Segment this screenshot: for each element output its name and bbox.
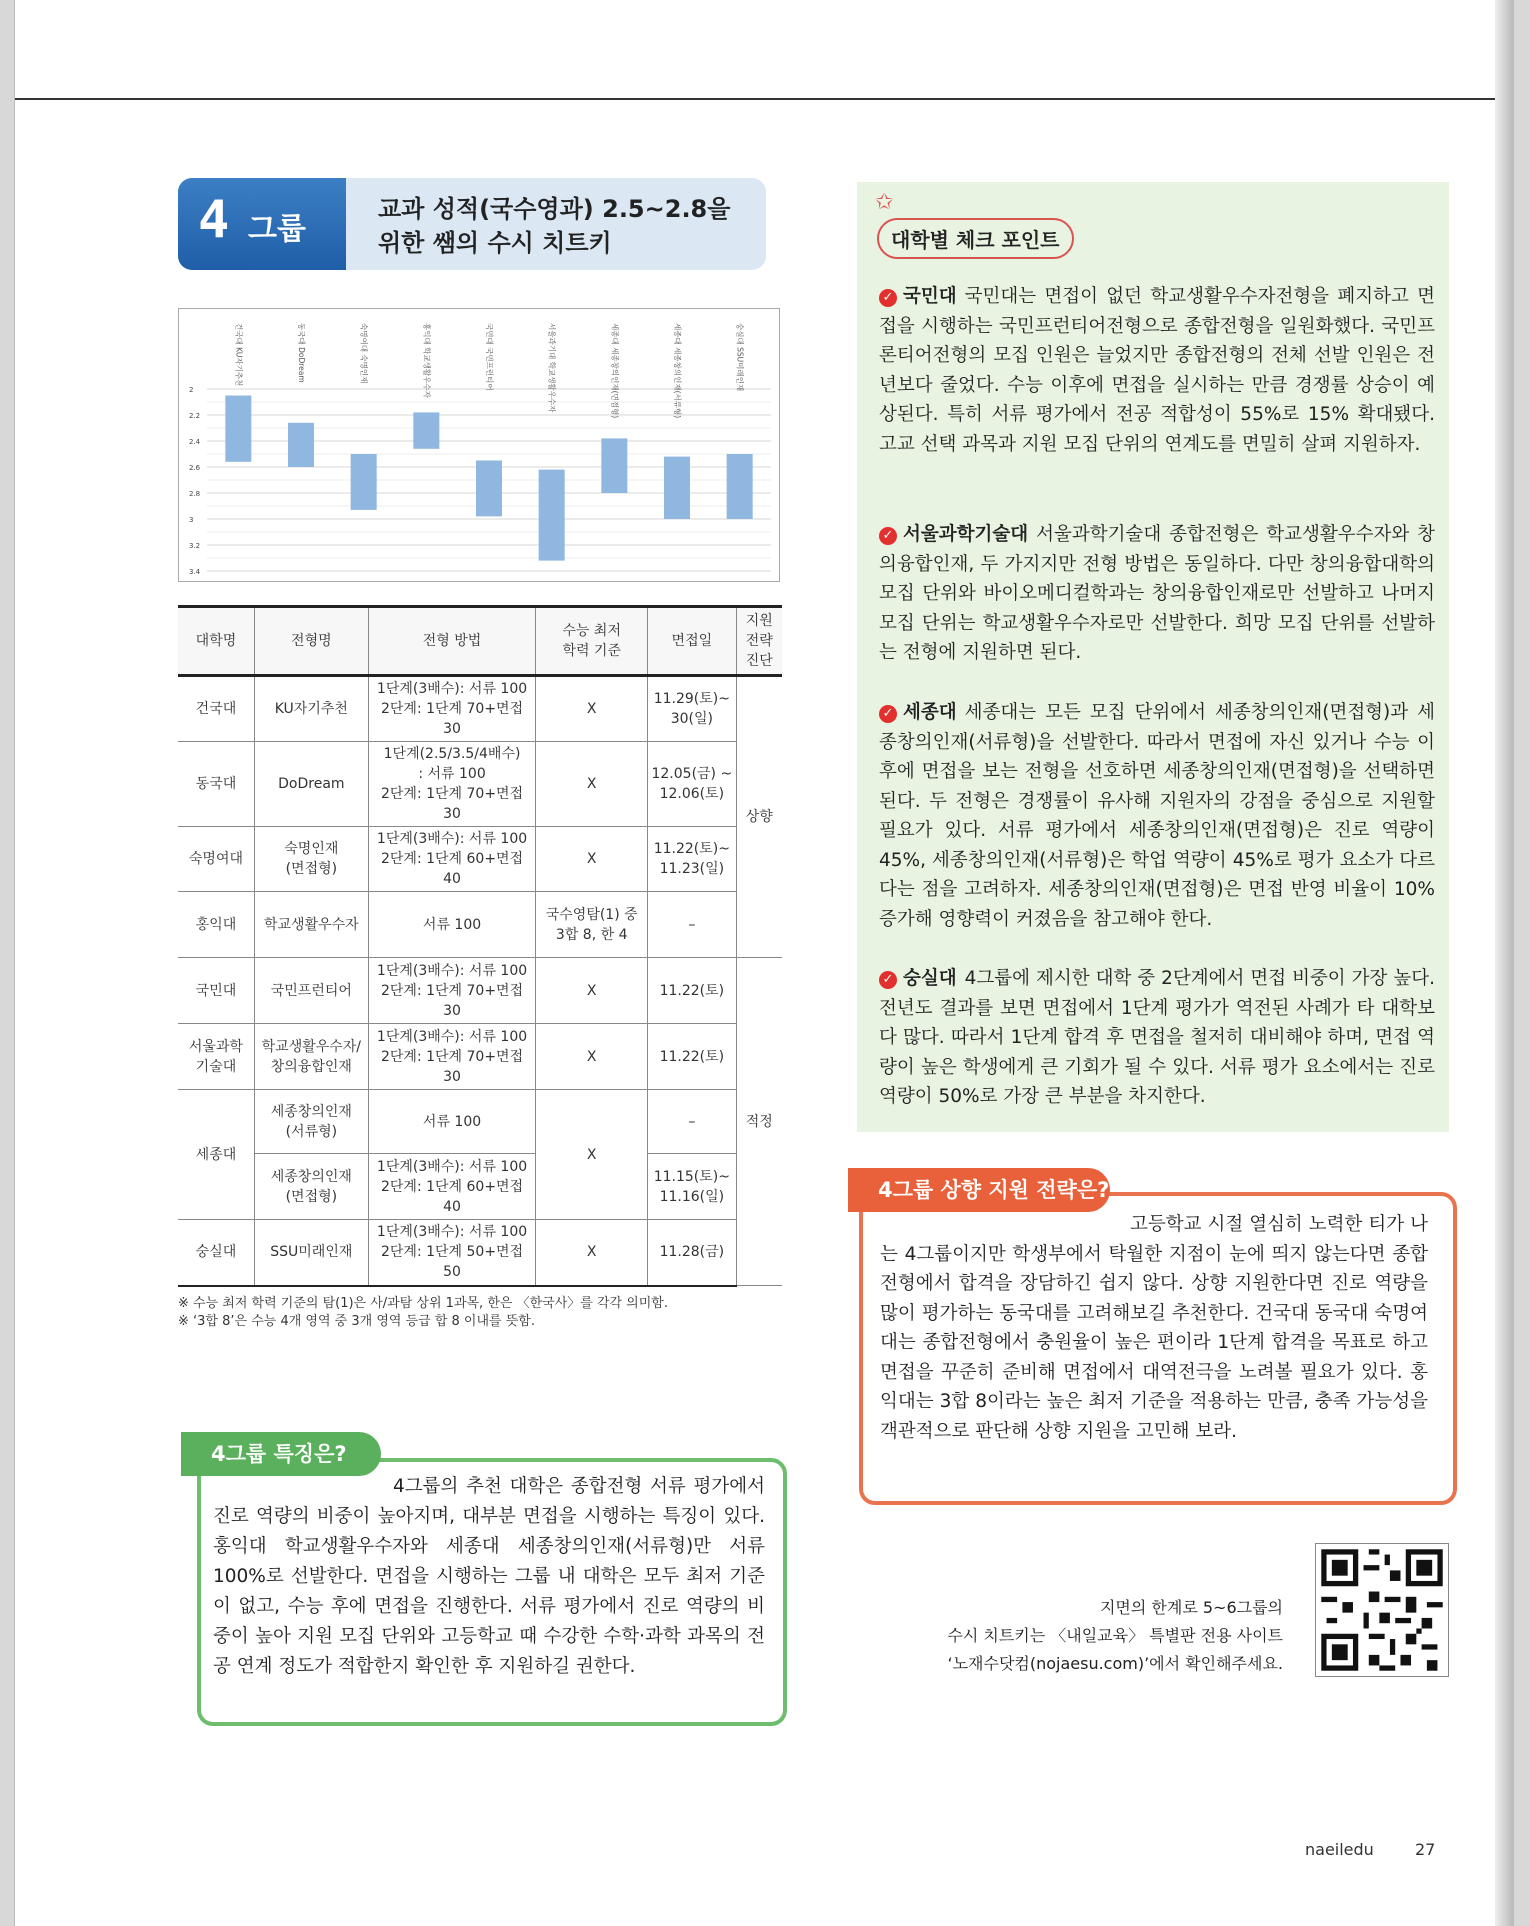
check-point-text: 4그룹에 제시한 대학 중 2단계에서 면접 비중이 가장 높다. 전년도 결과를 보면 면접에서 1단계 평가가 역전된 사례가 타 대학보다 많다. 따라서 1단계 합격 후 면접을 철저히 대비해야 하며, 면접 역량이 높은 학생에게 큰 기회가 될 수 있다. 서류 평가 요소에서는 진로 역량이 50%로 가장 큰 부분을 차지한다.: [879, 968, 1435, 1107]
cell-method: 서류 100: [368, 1090, 536, 1154]
cell-name: 국민프런티어: [254, 958, 368, 1024]
table-row: [178, 742, 782, 827]
cell-name: 숙명인재 (면접형): [254, 827, 368, 892]
y-tick-label: 2.4: [189, 438, 201, 446]
check-point-item: [879, 698, 1435, 934]
bar: [727, 454, 753, 519]
table-row: [178, 1220, 782, 1286]
cell-univ: 건국대: [178, 676, 254, 742]
bar: [351, 454, 377, 510]
check-point-item: [879, 520, 1435, 668]
magazine-page: [15, 0, 1513, 1926]
check-icon: ✓: [879, 527, 897, 545]
check-point-univ: 국민대: [903, 286, 957, 307]
check-point-text: 세종대는 모든 모집 단위에서 세종창의인재(면접형)과 세종창의인재(서류형)을 선발한다. 따라서 면접에 자신 있거나 수능 이후에 면접을 보는 전형을 선호하면 세종창의인재(면접형)을 선택하면 된다. 두 전형은 경쟁률이 유사해 지원자의 강점을 중심으로 지원할 필요가 있다. 서류 평가에서 세종창의인재(면접형)은 진로 역량이 45%, 세종창의인재(서류형)은 학업 역량이 45%로 평가 요소가 다르다는 점을 고려하자. 세종창의인재(면접형)은 면접 반영 비율이 10% 증가해 영향력이 커졌음을 참고해야 한다.: [879, 702, 1435, 930]
table-row: [178, 676, 782, 742]
check-point-item: [879, 282, 1435, 459]
category-label: 건국대 KU자기추천: [234, 323, 244, 387]
group-feature-tag: 4그룹 특징은?: [181, 1432, 381, 1476]
table-notes: [178, 1295, 778, 1331]
header-text: 면접일: [671, 633, 713, 649]
table-row: [178, 1024, 782, 1090]
col-name: [254, 607, 368, 676]
group-feature-body: 4그룹의 추천 대학은 종합전형 서류 평가에서 진로 역량의 비중이 높아지며, 대부분 면접을 시행하는 특징이 있다. 홍익대 학교생활우수자와 세종대 세종창의인재(서류형)만 서류 100%로 선발한다. 면접을 시행하는 그룹 내 대학은 모두 최저 기준이 없고, 수능 후에 면접을 진행한다. 서류 평가에서 진로 역량의 비중이 높아 지원 모집 단위와 고등학교 때 수강한 수학·과학 과목의 전공 연계 정도가 적합한지 확인한 후 지원하길 권한다.: [213, 1476, 765, 1677]
group-badge: [178, 178, 346, 270]
cell-date: –: [648, 892, 737, 958]
bar: [413, 412, 439, 448]
bar: [225, 396, 251, 462]
cell-method: 1단계(3배수): 서류 100 2단계: 1단계 70+면접 30: [368, 676, 536, 742]
cell-min: X: [536, 742, 648, 827]
qr-code[interactable]: [1315, 1543, 1449, 1677]
grade-range-chart: [178, 308, 780, 582]
cell-min: X: [536, 676, 648, 742]
check-point-univ: 세종대: [903, 702, 957, 723]
cell-method: 1단계(3배수): 서류 100 2단계: 1단계 60+면접 40: [368, 827, 536, 892]
y-tick-label: 2: [189, 386, 194, 394]
cell-date: 11.22(토)~ 11.23(일): [648, 827, 737, 892]
check-point-univ: 서울과학기술대: [903, 524, 1029, 545]
cell-name: 학교생활우수자/ 창의융합인재: [254, 1024, 368, 1090]
col-min: [536, 607, 648, 676]
check-point-univ: 숭실대: [903, 968, 957, 989]
upward-strategy-tag: 4그룹 상향 지원 전략은?: [848, 1168, 1110, 1212]
y-tick-label: 3.4: [189, 568, 201, 576]
bar: [288, 423, 314, 467]
cell-min: X: [536, 827, 648, 892]
check-points-panel: [857, 182, 1449, 1132]
category-label: 동국대 DoDream: [297, 323, 306, 383]
cell-date: 11.22(토): [648, 1024, 737, 1090]
category-label: 국민대 국민프런티어: [485, 323, 494, 391]
cell-method: 서류 100: [368, 892, 536, 958]
check-point-text: 서울과학기술대 종합전형은 학교생활우수자와 창의융합인재, 두 가지지만 전형 방법은 동일하다. 다만 창의융합대학의 모집 단위와 바이오메디컬학과는 창의융합인재로만 선발하고 나머지 모집 단위는 학교생활우수자로만 선발한다. 희망 모집 단위를 선발하는 전형에 지원하면 된다.: [879, 524, 1435, 663]
header-text: 전형 방법: [422, 633, 482, 649]
col-date: [648, 607, 737, 676]
col-strategy: [736, 607, 782, 676]
cell-min: X: [536, 958, 648, 1024]
header-text: 지원 전략 진단: [745, 613, 773, 669]
check-points-title: 대학별 체크 포인트: [877, 218, 1074, 259]
title-line-2: 위한 쌤의 수시 치트키: [378, 229, 612, 257]
cell-univ: 홍익대: [178, 892, 254, 958]
y-tick-label: 3: [189, 516, 194, 524]
section-header: [178, 178, 766, 270]
group-label: 그룹: [248, 212, 306, 247]
check-icon: ✓: [879, 705, 897, 723]
cell-date: 11.22(토): [648, 958, 737, 1024]
y-tick-label: 2.8: [189, 490, 201, 498]
cell-univ: 동국대: [178, 742, 254, 827]
check-point-text: 국민대는 면접이 없던 학교생활우수자전형을 폐지하고 면접을 시행하는 국민프런티어전형으로 종합전형을 일원화했다. 국민프론티어전형의 모집 인원은 늘었지만 종합전형의 전체 선발 인원은 전년보다 줄었다. 수능 이후에 면접을 실시하는 만큼 경쟁률 상승이 예상된다. 특히 서류 평가에서 전공 적합성이 55%로 15% 확대됐다. 고교 선택 과목과 지원 모집 단위의 연계도를 면밀히 살펴 지원하자.: [879, 286, 1435, 455]
cell-name: 세종창의인재 (면접형): [254, 1154, 368, 1220]
chart-svg: [179, 309, 779, 581]
cell-method: 1단계(3배수): 서류 100 2단계: 1단계 60+면접 40: [368, 1154, 536, 1220]
cell-univ: 숙명여대: [178, 827, 254, 892]
y-tick-label: 2.6: [189, 464, 201, 472]
table-row: [178, 827, 782, 892]
group-number: 4: [198, 190, 230, 250]
star-icon: ✩: [875, 190, 894, 215]
table-header-row: [178, 607, 782, 676]
header-text: 전형명: [291, 633, 332, 649]
cell-univ: 서울과학 기술대: [178, 1024, 254, 1090]
cell-date: –: [648, 1090, 737, 1154]
cell-method: 1단계(3배수): 서류 100 2단계: 1단계 50+면접 50: [368, 1220, 536, 1286]
cell-name: KU자기추천: [254, 676, 368, 742]
check-icon: ✓: [879, 971, 897, 989]
footer-brand: naeiledu: [1305, 1840, 1374, 1859]
bar: [664, 457, 690, 519]
cell-date: 11.29(토)~ 30(일): [648, 676, 737, 742]
col-univ: [178, 607, 254, 676]
qr-note-line-1: 지면의 한계로 5~6그룹의: [1099, 1598, 1283, 1617]
bar: [601, 438, 627, 493]
cell-min: X: [536, 1024, 648, 1090]
header-text: 수능 최저 학력 기준: [562, 623, 621, 659]
cell-date: 11.28(금): [648, 1220, 737, 1286]
section-title: [378, 192, 758, 260]
upward-strategy-body: 고등학교 시절 열심히 노력한 티가 나는 4그룹이지만 학생부에서 탁월한 지점이 눈에 띄지 않는다면 종합전형에서 합격을 장담하긴 쉽지 않다. 상향 지원한다면 진로 역량을 많이 평가하는 동국대를 고려해보길 추천한다. 건국대 동국대 숙명여대는 종합전형에서 충원율이 높은 편이라 1단계 합격을 목표로 하고 면접을 꾸준히 준비해 면접에서 대역전극을 노려볼 필요가 있다. 홍익대는 3합 8이라는 높은 최저 기준을 적용하는 만큼, 충족 가능성을 객관적으로 판단해 상향 지원을 고민해 보라.: [880, 1214, 1428, 1442]
top-bar: [15, 0, 1513, 100]
page-number: 27: [1415, 1840, 1436, 1859]
qr-note-line-2: 수시 치트키는 〈내일교육〉 특별판 전용 사이트: [947, 1626, 1283, 1645]
cell-name: DoDream: [254, 742, 368, 827]
cell-strategy: 적정: [736, 958, 782, 1286]
cell-min: 국수영탐(1) 중 3합 8, 한 4: [536, 892, 648, 958]
cell-date: 11.15(토)~ 11.16(일): [648, 1154, 737, 1220]
qr-note: [895, 1594, 1283, 1678]
table-row: [178, 1090, 782, 1154]
cell-strategy: 상향: [736, 676, 782, 958]
bar: [476, 461, 502, 517]
cell-min: X: [536, 1220, 648, 1286]
cell-name: 학교생활우수자: [254, 892, 368, 958]
title-line-1: 교과 성적(국수영과) 2.5~2.8을: [378, 195, 731, 223]
category-label: 서울과기대 학교생활우수자: [547, 323, 557, 413]
cell-univ: 세종대: [178, 1090, 254, 1220]
table-row: [178, 958, 782, 1024]
qr-code-icon: [1316, 1544, 1448, 1676]
cell-univ: 숭실대: [178, 1220, 254, 1286]
category-label: 숭실대 SSU미래인재: [735, 323, 745, 392]
y-tick-label: 2.2: [189, 412, 201, 420]
table-row: [178, 892, 782, 958]
cell-method: 1단계(3배수): 서류 100 2단계: 1단계 70+면접 30: [368, 958, 536, 1024]
group-feature-text: [213, 1472, 765, 1682]
check-icon: ✓: [879, 289, 897, 307]
cell-univ: 국민대: [178, 958, 254, 1024]
category-label: 숙명여대 숙명인재: [359, 323, 369, 384]
cell-method: 1단계(2.5/3.5/4배수) : 서류 100 2단계: 1단계 70+면접 30: [368, 742, 536, 827]
y-tick-label: 3.2: [189, 542, 201, 550]
page-spine: [1495, 0, 1513, 1926]
check-point-item: [879, 964, 1435, 1112]
cell-name: SSU미래인재: [254, 1220, 368, 1286]
admission-table: [178, 605, 782, 1287]
category-label: 세종대 세종창의인재(서류형): [673, 323, 682, 419]
cell-date: 12.05(금) ~ 12.06(토): [648, 742, 737, 827]
note-1: ※ 수능 최저 학력 기준의 탐(1)은 사/과탐 상위 1과목, 한은 〈한국사〉를 각각 의미함.: [178, 1296, 668, 1311]
header-text: 대학명: [195, 633, 237, 649]
col-method: [368, 607, 536, 676]
category-label: 홍익대 학교생활우수자: [422, 323, 432, 398]
note-2: ※ ‘3합 8’은 수능 4개 영역 중 3개 영역 등급 합 8 이내를 뜻함.: [178, 1314, 535, 1329]
category-label: 세종대 세종창의인재(면접형): [610, 323, 620, 419]
bar: [539, 470, 565, 561]
upward-strategy-text: [880, 1210, 1428, 1446]
cell-name: 세종창의인재 (서류형): [254, 1090, 368, 1154]
cell-min: X: [536, 1090, 648, 1220]
qr-note-line-3: ‘노재수닷컴(nojaesu.com)’에서 확인해주세요.: [947, 1654, 1283, 1673]
table-row: [178, 1154, 782, 1220]
cell-method: 1단계(3배수): 서류 100 2단계: 1단계 70+면접 30: [368, 1024, 536, 1090]
